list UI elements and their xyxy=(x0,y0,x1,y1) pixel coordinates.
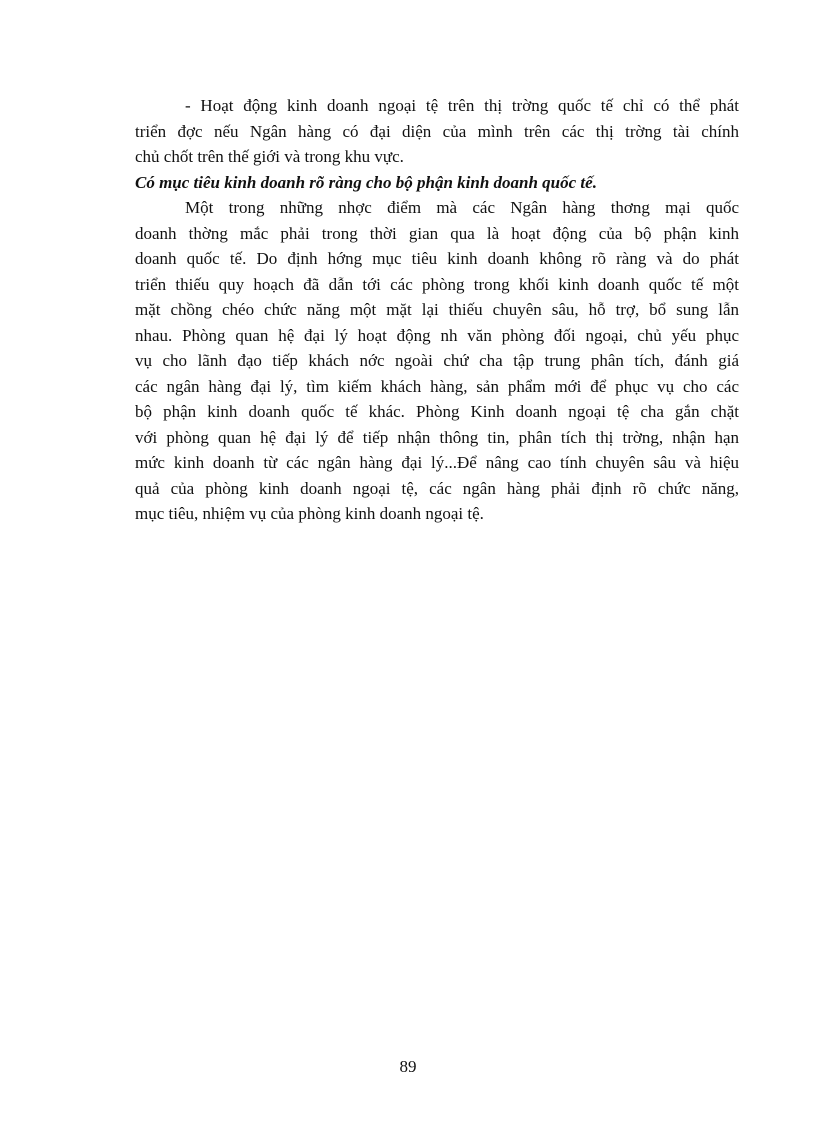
paragraph-line: Một trong những nhợc điểm mà các Ngân hàng thơng mại quốc xyxy=(185,198,739,217)
paragraph-line: vụ cho lãnh đạo tiếp khách nớc ngoài chứ cha tập trung phân tích, đánh giá xyxy=(135,351,739,370)
section-heading: Có mục tiêu kinh doanh rõ ràng cho bộ phận kinh doanh quốc tế. xyxy=(135,172,597,192)
paragraph-line: mục tiêu, nhiệm vụ của phòng kinh doanh ngoại tệ. xyxy=(135,504,484,523)
page-number: 89 xyxy=(399,1057,417,1076)
paragraph-line: mặt chồng chéo chức năng một mặt lại thiếu chuyên sâu, hỗ trợ, bổ sung lẫn xyxy=(135,300,739,319)
paragraph-line: chủ chốt trên thế giới và trong khu vực. xyxy=(135,147,404,166)
paragraph-line: triển đợc nếu Ngân hàng có đại diện của mình trên các thị trờng tài chính xyxy=(135,121,739,141)
document-body xyxy=(135,93,739,527)
paragraph-line: doanh thờng mắc phải trong thời gian qua là hoạt động của bộ phận kinh xyxy=(135,223,739,243)
paragraph-line: triển thiếu quy hoạch đã dẫn tới các phòng trong khối kinh doanh quốc tế một xyxy=(135,274,739,294)
paragraph-line: bộ phận kinh doanh quốc tế khác. Phòng Kinh doanh ngoại tệ cha gắn chặt xyxy=(135,402,739,421)
paragraph-line: nhau. Phòng quan hệ đại lý hoạt động nh văn phòng đối ngoại, chủ yếu phục xyxy=(135,325,739,345)
paragraph-line: - Hoạt động kinh doanh ngoại tệ trên thị trờng quốc tế chỉ có thể phát xyxy=(185,96,739,115)
paragraph-line: doanh quốc tế. Do định hớng mục tiêu kinh doanh không rõ ràng và do phát xyxy=(135,249,739,268)
paragraph-line: quả của phòng kinh doanh ngoại tệ, các ngân hàng phải định rõ chức năng, xyxy=(135,478,739,498)
paragraph-line: các ngân hàng đại lý, tìm kiếm khách hàng, sản phẩm mới để phục vụ cho các xyxy=(135,376,739,396)
paragraph-line: với phòng quan hệ đại lý để tiếp nhận thông tin, phân tích thị trờng, nhận hạn xyxy=(135,427,739,447)
paragraph-line: mức kinh doanh từ các ngân hàng đại lý...Để nâng cao tính chuyên sâu và hiệu xyxy=(135,453,739,472)
